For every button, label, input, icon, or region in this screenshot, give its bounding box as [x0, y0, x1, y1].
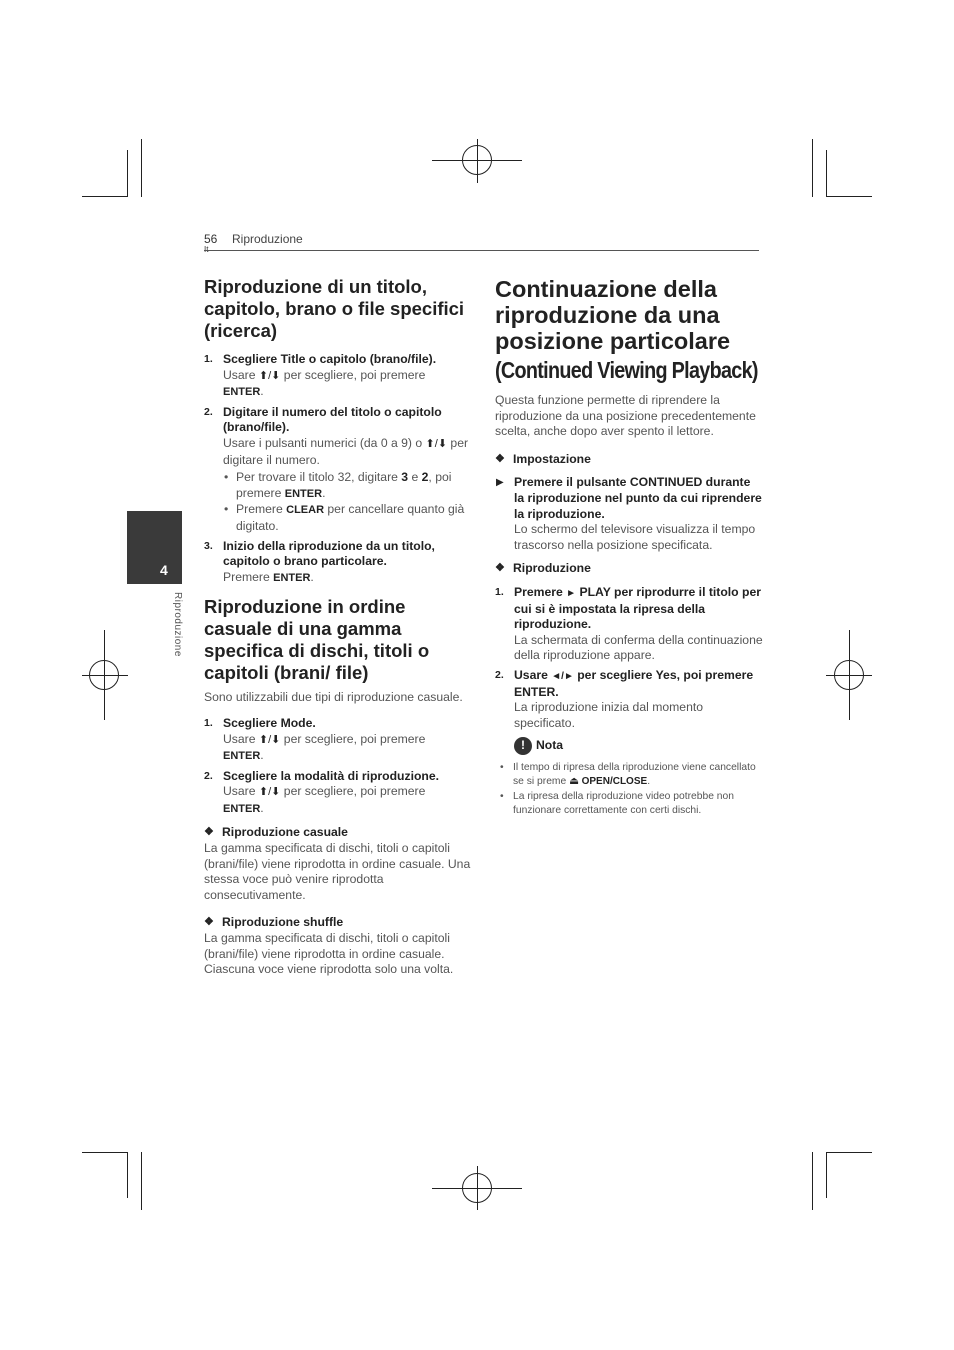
chapter-label: Riproduzione: [172, 592, 183, 657]
registration-circle: [462, 1173, 492, 1203]
section-heading-search: Riproduzione di un titolo, capitolo, brano o file specifici (ricerca): [204, 276, 465, 341]
section-heading-random: Riproduzione in ordine casuale di una gamma specifica di dischi, titoli o capitoli (brani/ file): [204, 596, 430, 684]
subheading-shuffle-play: ❖ Riproduzione shuffle: [204, 915, 344, 930]
step-title: Inizio della riproduzione da un titolo, capitolo o brano particolare.: [223, 538, 435, 569]
chapter-number: 4: [160, 562, 168, 578]
step-title: Digitare il numero del titolo o capitolo (brano/file).: [223, 404, 442, 435]
enter-button-label: ENTER: [223, 802, 261, 815]
crop-mark: [141, 1152, 142, 1210]
crop-mark: [82, 1152, 128, 1153]
paragraph: La gamma specificata di dischi, titoli o capitoli (brani/file) viene riprodotta in ordine casuale. Ciascuna voce viene riprodotta solo una volta.: [204, 931, 454, 977]
crop-mark: [82, 196, 128, 197]
crop-mark: [812, 1152, 813, 1210]
clear-button-label: CLEAR: [286, 504, 325, 517]
step-item: 2. Scegliere la modalità di riproduzione. Usare ⬆/⬇ per scegliere, poi premere ENTER.: [204, 769, 474, 818]
instruction-body: Lo schermo del televisore visualizza il tempo trascorso nella posizione specificata.: [514, 522, 756, 552]
crop-mark: [826, 1152, 827, 1198]
step-title: Scegliere Title o capitolo (brano/file).: [223, 352, 437, 366]
up-down-arrow-icon: ⬆/⬇: [258, 733, 281, 746]
diamond-bullet-icon: ❖: [495, 562, 505, 575]
intro-paragraph: Questa funzione permette di riprendere la riproduzione da una posizione precedentemente scelta, anche dopo aver spento il lettore.: [495, 393, 756, 439]
left-right-arrow-icon: ◄/►: [551, 670, 574, 682]
warning-icon: !: [514, 737, 532, 755]
crop-mark: [127, 150, 128, 196]
period: .: [260, 384, 264, 399]
left-column: [204, 276, 474, 978]
note-heading: ! Nota: [514, 737, 763, 755]
crop-mark: [826, 1152, 872, 1153]
step-item: [204, 405, 474, 535]
step-number: 1.: [495, 585, 504, 598]
step-number: 2.: [495, 668, 504, 681]
step-item: 2. Usare ◄/► per scegliere Yes, poi premere ENTER. La riproduzione inizia dal momento specificato.: [495, 668, 763, 731]
play-icon: ►: [566, 587, 577, 599]
play-button-label: PLAY: [576, 584, 611, 599]
up-down-arrow-icon: ⬆/⬇: [425, 437, 448, 450]
step-text: per digitare il numero.: [223, 435, 469, 467]
list-item: • Per trovare il titolo 32, digitare 3 e 2, poi premere ENTER.: [223, 470, 474, 502]
triangle-bullet-icon: ▶: [496, 477, 504, 489]
right-column: [495, 276, 763, 820]
main-heading: Continuazione della riproduzione da una posizione particolare (Continued Viewing Playback): [495, 276, 758, 383]
crop-mark: [812, 139, 813, 197]
registration-circle: [89, 660, 119, 690]
step-number: 2.: [204, 405, 213, 418]
instruction-item: ▶ Premere il pulsante CONTINUED durante la riproduzione nel punto da cui riprendere la riproduzione. Lo schermo del televisore visualizza il tempo trascorso nella posizione specificata.: [496, 475, 762, 552]
chapter-tab: [127, 511, 182, 584]
note-item: • La ripresa della riproduzione video potrebbe non funzionare correttamente con certi dischi.: [495, 790, 763, 817]
section-title: Riproduzione: [232, 232, 303, 246]
note-item: • Il tempo di ripresa della riproduzione viene cancellato se si preme ⏏ OPEN/CLOSE.: [495, 761, 763, 788]
registration-circle: [834, 660, 864, 690]
subheading-setup: ❖ Impostazione: [495, 451, 591, 466]
eject-icon: ⏏: [569, 775, 579, 787]
registration-circle: [462, 145, 492, 175]
step-number: 1.: [204, 716, 213, 729]
main-heading-english: (Continued Viewing Playback): [495, 357, 758, 383]
diamond-bullet-icon: ❖: [204, 826, 214, 839]
step-text: Usare: [223, 367, 259, 382]
crop-mark: [127, 1152, 128, 1198]
step-body: La schermata di conferma della continuazione della riproduzione appare.: [514, 632, 763, 663]
continued-button-label: CONTINUED: [629, 475, 703, 490]
enter-button-label: ENTER: [223, 750, 261, 763]
step-item: 1. Scegliere Mode. Usare ⬆/⬇ per scegliere, poi premere ENTER.: [204, 716, 474, 765]
step-item: 1. Premere ► PLAY per riprodurre il titolo per cui si è impostata la ripresa della riproduzione. La schermata di conferma della continuazione della riproduzione appare.: [495, 584, 763, 663]
diamond-bullet-icon: ❖: [495, 452, 505, 465]
enter-button-label: ENTER: [284, 487, 323, 500]
subheading-random-play: ❖ Riproduzione casuale: [204, 825, 348, 840]
step-text: Usare i pulsanti numerici (da 0 a 9) o: [223, 435, 426, 450]
bullet-list: [223, 470, 474, 534]
diamond-bullet-icon: ❖: [204, 916, 214, 929]
crop-mark: [826, 150, 827, 196]
crop-mark: [141, 139, 142, 197]
paragraph: La gamma specificata di dischi, titoli o capitoli (brani/file) viene riprodotta in ordine casuale. Una stessa voce può venire riprodotta consecutivamente.: [204, 841, 471, 902]
up-down-arrow-icon: ⬆/⬇: [258, 786, 281, 799]
step-title: Scegliere Mode.: [223, 715, 316, 730]
subheading-playback: ❖ Riproduzione: [495, 561, 591, 576]
step-text: per scegliere, poi premere: [280, 367, 426, 382]
note-list: [495, 761, 763, 817]
enter-button-label: ENTER: [223, 386, 261, 399]
up-down-arrow-icon: ⬆/⬇: [258, 369, 281, 382]
step-body: La riproduzione inizia dal momento specificato.: [514, 700, 704, 730]
step-item: [204, 352, 474, 401]
crop-mark: [826, 196, 872, 197]
header-rule: [204, 250, 759, 251]
page-number: 56: [204, 232, 218, 246]
step-title: Scegliere la modalità di riproduzione.: [223, 768, 440, 783]
open-close-button-label: OPEN/CLOSE: [578, 775, 648, 787]
step-item: 3. Inizio della riproduzione da un titolo, capitolo o brano particolare. Premere ENTER.: [204, 539, 474, 587]
step-number: 3.: [204, 539, 213, 552]
step-number: 1.: [204, 353, 213, 365]
list-item: • Premere CLEAR per cancellare quanto già digitato.: [223, 502, 474, 534]
section-intro: Sono utilizzabili due tipi di riproduzione casuale.: [204, 690, 463, 705]
step-number: 2.: [204, 769, 213, 782]
enter-button-label: ENTER: [273, 571, 311, 584]
